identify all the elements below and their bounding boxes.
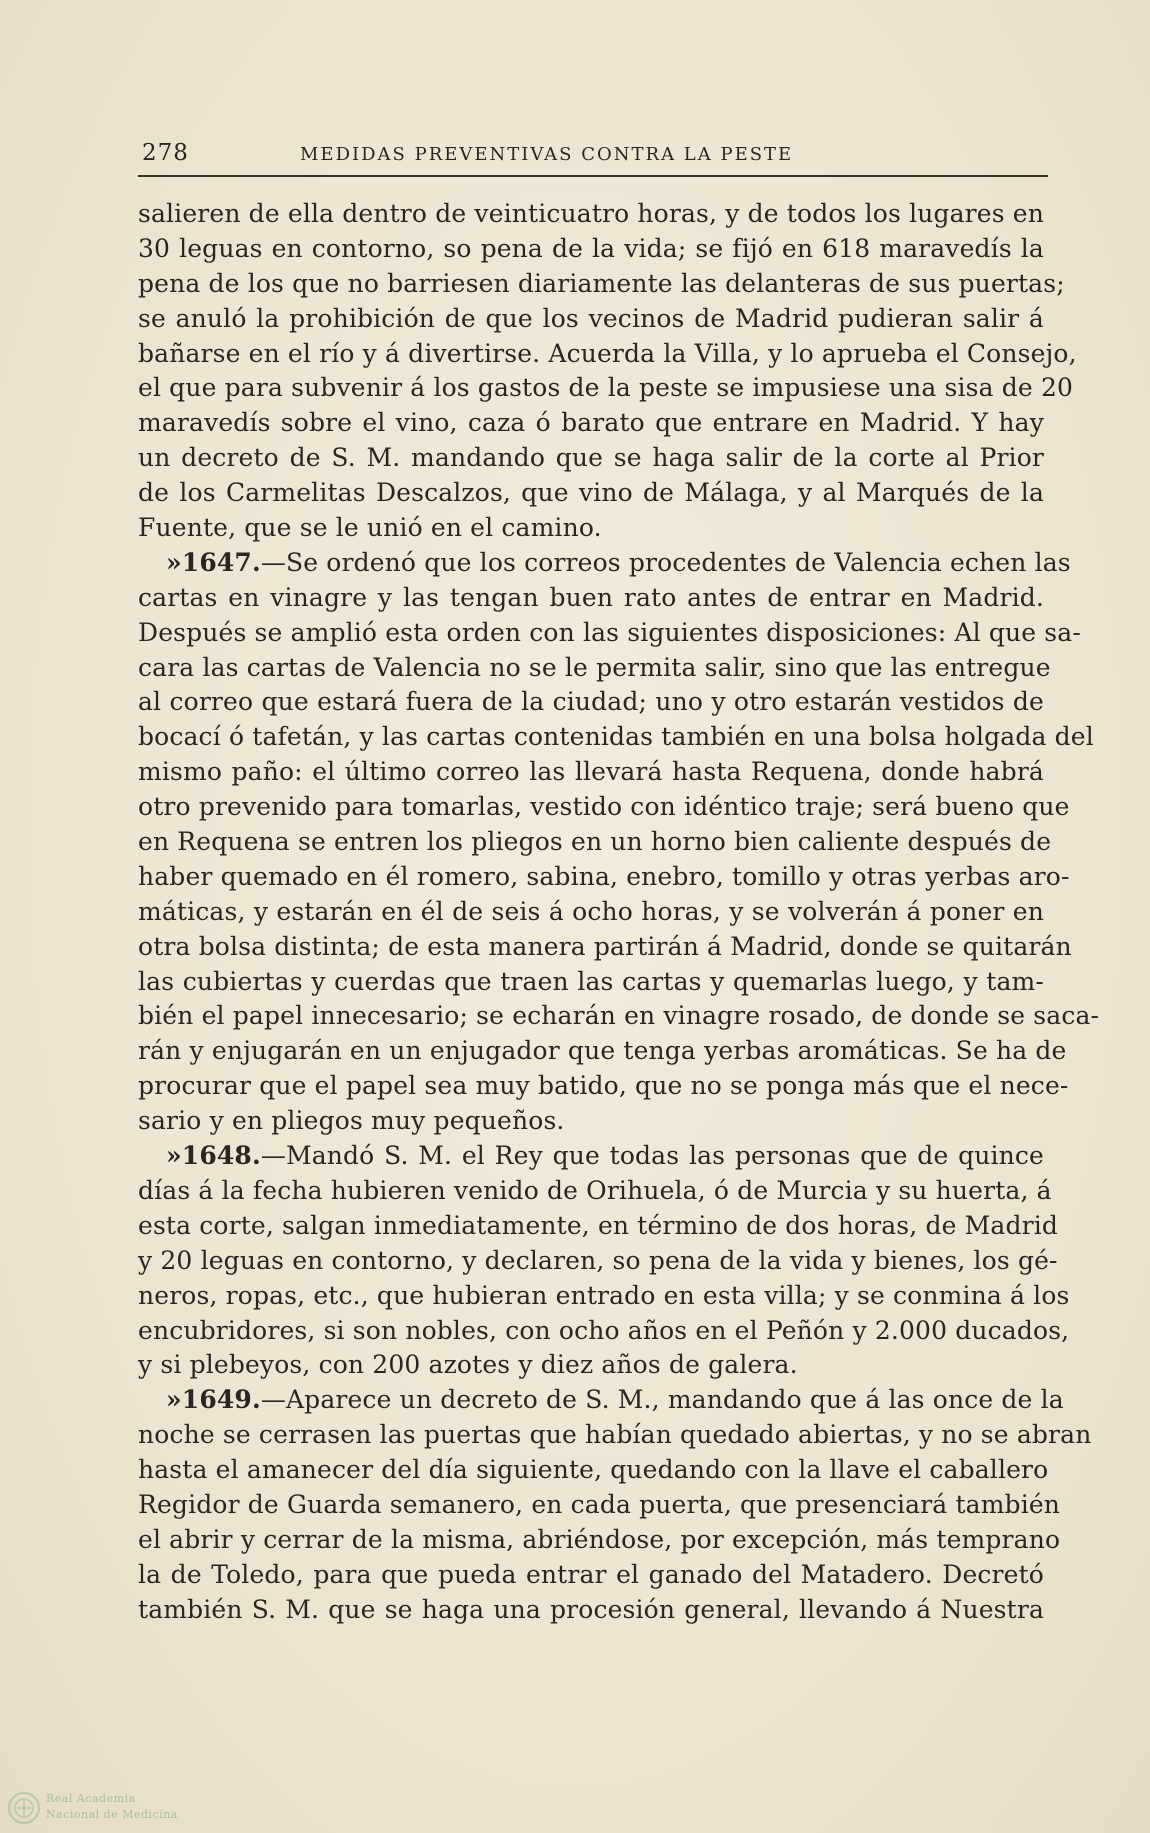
text-line: cartas en vinagre y las tengan buen rato antes de entrar en Madrid. bbox=[138, 582, 1044, 612]
watermark-line-1: Real Academia bbox=[46, 1792, 136, 1805]
watermark-line-2: Nacional de Medicina bbox=[46, 1808, 178, 1821]
text-line: el abrir y cerrar de la misma, abriéndose, por excepción, más temprano bbox=[138, 1524, 1061, 1554]
text-run: —Aparece un decreto de S. M., mandando que á las once de la bbox=[260, 1385, 1064, 1415]
text-line: de los Carmelitas Descalzos, que vino de Málaga, y al Marqués de la bbox=[138, 478, 1044, 508]
text-run: —Se ordenó que los correos procedentes de Valencia echen las bbox=[260, 547, 1071, 577]
text-line: pena de los que no barriesen diariamente las delanteras de sus puertas; bbox=[138, 268, 1065, 298]
year-1647: »1647. bbox=[166, 547, 261, 577]
text-line: Después se amplió esta orden con las siguientes disposiciones: Al que sa- bbox=[138, 617, 1081, 647]
text-line: la de Toledo, para que pueda entrar el ganado del Matadero. Decretó bbox=[138, 1559, 1044, 1589]
text-line: encubridores, si son nobles, con ocho años en el Peñón y 2.000 ducados, bbox=[138, 1315, 1070, 1345]
text-line: bién el papel innecesario; se echarán en vinagre rosado, de donde se saca- bbox=[138, 1001, 1100, 1031]
text-line: rán y enjugarán en un enjugador que tenga yerbas aromáticas. Se ha de bbox=[138, 1036, 1067, 1066]
paragraph-1649-first-line bbox=[138, 1383, 1064, 1418]
text-line: se anuló la prohibición de que los vecinos de Madrid pudieran salir á bbox=[138, 303, 1044, 333]
page-number: 278 bbox=[142, 140, 189, 166]
academy-seal-icon bbox=[6, 1790, 42, 1826]
text-line: también S. M. que se haga una procesión general, llevando á Nuestra bbox=[138, 1594, 1044, 1624]
text-line: esta corte, salgan inmediatamente, en término de dos horas, de Madrid bbox=[138, 1210, 1059, 1240]
text-line: un decreto de S. M. mandando que se haga salir de la corte al Prior bbox=[138, 443, 1044, 473]
library-watermark bbox=[6, 1788, 206, 1828]
text-line: máticas, y estarán en él de seis á ocho horas, y se volverán á poner en bbox=[138, 896, 1044, 926]
text-line: otro prevenido para tomarlas, vestido con idéntico traje; será bueno que bbox=[138, 792, 1070, 822]
text-line: noche se cerrasen las puertas que habían quedado abiertas, y no se abran bbox=[138, 1420, 1092, 1450]
year-1649: »1649. bbox=[166, 1385, 261, 1415]
text-line: 30 leguas en contorno, so pena de la vida; se fijó en 618 maravedís la bbox=[138, 233, 1044, 263]
text-line: cara las cartas de Valencia no se le permita salir, sino que las entregue bbox=[138, 652, 1051, 682]
header-rule bbox=[138, 175, 1048, 177]
text-line: Fuente, que se le unió en el camino. bbox=[138, 513, 602, 543]
text-line: el que para subvenir á los gastos de la peste se impusiese una sisa de 20 bbox=[138, 373, 1074, 403]
text-line: y si plebeyos, con 200 azotes y diez años de galera. bbox=[138, 1350, 798, 1380]
paragraph-1647-first-line bbox=[138, 546, 1071, 581]
text-line: y 20 leguas en contorno, y declaren, so pena de la vida y bienes, los gé- bbox=[138, 1245, 1058, 1275]
body-text bbox=[138, 197, 1100, 1628]
paragraph-1648-first-line bbox=[138, 1139, 1044, 1174]
text-line: mismo paño: el último correo las llevará hasta Requena, donde habrá bbox=[138, 757, 1044, 787]
text-line: las cubiertas y cuerdas que traen las cartas y quemarlas luego, y tam- bbox=[138, 966, 1044, 996]
text-line: salieren de ella dentro de veinticuatro horas, y de todos los lugares en bbox=[138, 199, 1044, 228]
page-header bbox=[138, 136, 1048, 176]
text-line: en Requena se entren los pliegos en un horno bien caliente después de bbox=[138, 827, 1052, 857]
text-line: bocací ó tafetán, y las cartas contenidas también en una bolsa holgada del bbox=[138, 722, 1094, 752]
text-line: maravedís sobre el vino, caza ó barato que entrare en Madrid. Y hay bbox=[138, 408, 1044, 438]
year-1648: »1648. bbox=[166, 1141, 261, 1171]
text-line: días á la fecha hubieren venido de Orihuela, ó de Murcia y su huerta, á bbox=[138, 1175, 1052, 1205]
text-line: haber quemado en él romero, sabina, enebro, tomillo y otras yerbas aro- bbox=[138, 861, 1070, 891]
text-line: hasta el amanecer del día siguiente, quedando con la llave el caballero bbox=[138, 1455, 1049, 1485]
text-line: sario y en pliegos muy pequeños. bbox=[138, 1106, 565, 1136]
text-line: procurar que el papel sea muy batido, que no se ponga más que el nece- bbox=[138, 1071, 1069, 1101]
text-line: otra bolsa distinta; de esta manera partirán á Madrid, donde se quitarán bbox=[138, 931, 1072, 961]
text-line: neros, ropas, etc., que hubieran entrado en esta villa; y se conmina á los bbox=[138, 1280, 1070, 1310]
running-head: MEDIDAS PREVENTIVAS CONTRA LA PESTE bbox=[300, 144, 794, 165]
text-line: al correo que estará fuera de la ciudad; uno y otro estarán vestidos de bbox=[138, 687, 1044, 717]
text-line: bañarse en el río y á divertirse. Acuerda la Villa, y lo aprueba el Consejo, bbox=[138, 338, 1077, 368]
text-run: —Mandó S. M. el Rey que todas las personas que de quince bbox=[260, 1141, 1044, 1171]
watermark-text bbox=[46, 1791, 178, 1823]
text-line: Regidor de Guarda semanero, en cada puerta, que presenciará también bbox=[138, 1489, 1061, 1519]
